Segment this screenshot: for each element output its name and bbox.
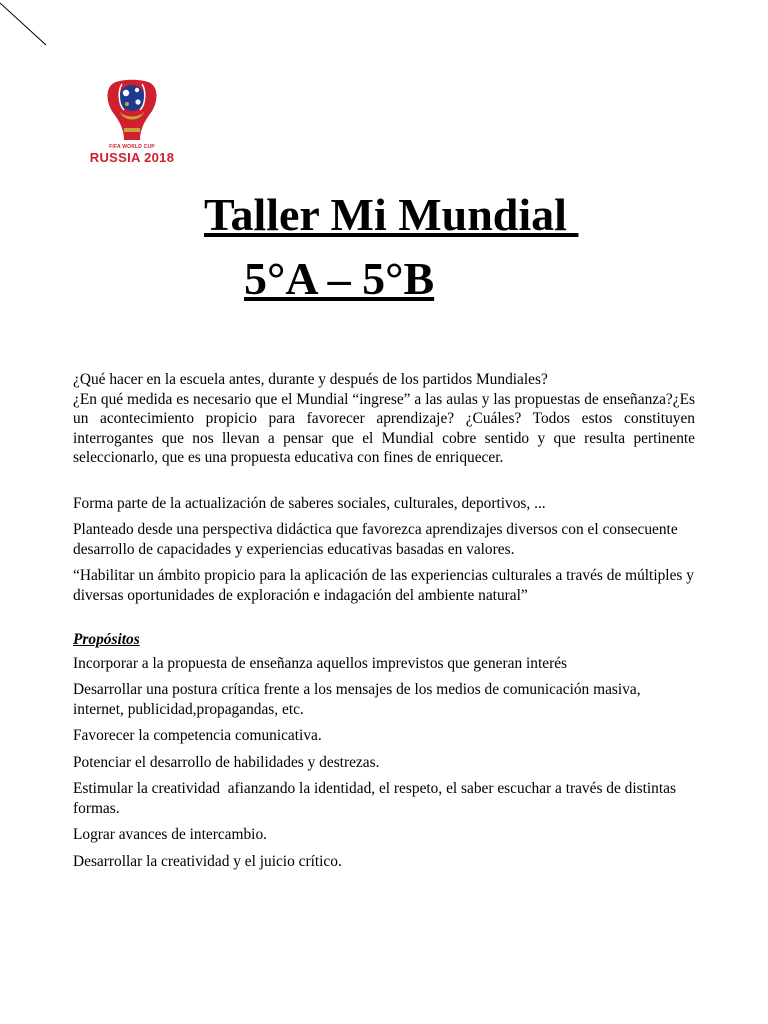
paragraph-cita: “Habilitar un ámbito propicio para la aplicación de las experiencias culturales a través de múltiples y diversas oportunidades de exploración e indagación del ambiente natural” [73,567,694,604]
proposito-item: Desarrollar una postura crítica frente a los mensajes de los medios de comunicación masiva, internet, publicidad,propagandas, etc. [73,681,641,718]
intro-section [73,370,695,468]
proposito-item: Desarrollar la creatividad y el juicio crítico. [73,852,342,870]
document-body [73,370,695,878]
document-title: Taller Mi Mundial [204,189,579,240]
proposito-item: Lograr avances de intercambio. [73,826,267,843]
proposito-item: Favorecer la competencia comunicativa. [73,727,322,744]
paragraph-perspectiva: Planteado desde una perspectiva didáctica que favorezca aprendizajes diversos con el consecuente desarrollo de capacidades y experiencias educativas basadas en valores. [73,521,678,558]
proposito-item: Potenciar el desarrollo de habilidades y destrezas. [73,753,380,771]
intro-question: ¿Qué hacer en la escuela antes, durante y después de los partidos Mundiales? [73,371,548,388]
propositos-heading: Propósitos [73,631,140,648]
logo-caption-main: RUSSIA 2018 [89,150,175,165]
trophy-emblem-icon [80,78,184,144]
intro-paragraph: ¿En qué medida es necesario que el Mundial “ingrese” a las aulas y las propuestas de enseñanza?¿Es un acontecimiento propicio para favorecer aprendizaje? ¿Cuáles? Todos estos constituyen interrogantes que nos llevan a pensar que el Mundial cobre sentido y que resulta pertinente seleccionarlo, que es una propuesta educativa con fines de enriquecer. [73,390,695,466]
proposito-item: Estimular la creatividad afianzando la identidad, el respeto, el saber escuchar a través de distintas formas. [73,780,680,817]
paragraph-saberes: Forma parte de la actualización de saberes sociales, culturales, deportivos, ... [73,494,546,512]
proposito-item: Incorporar a la propuesta de enseñanza aquellos imprevistos que generan interés [73,654,568,672]
world-cup-logo [80,78,184,168]
document-subtitle: 5°A – 5°B [244,253,435,304]
logo-caption-small: FIFA WORLD CUP [109,144,155,150]
corner-fold-line [0,0,60,60]
